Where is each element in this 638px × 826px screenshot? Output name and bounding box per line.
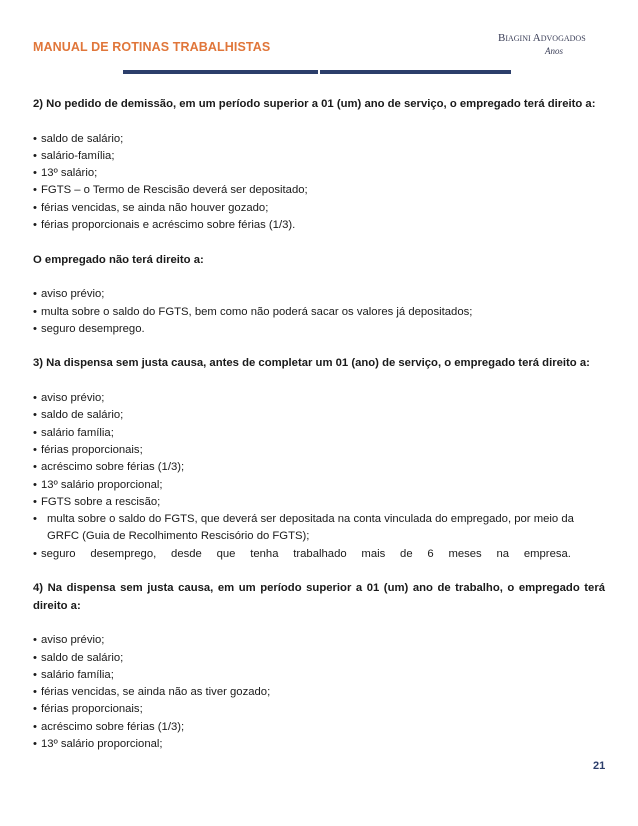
section-3-extra-list: [33, 511, 605, 563]
list-item-text: acréscimo sobre férias (1/3);: [41, 461, 185, 474]
word: tenha: [250, 547, 279, 560]
document-header-title: MANUAL DE ROTINAS TRABALHISTAS: [33, 40, 271, 54]
list-item-text: saldo de salário;: [41, 409, 124, 422]
list-item-text: aviso prévio;: [41, 392, 105, 405]
bullet-icon: •: [33, 149, 37, 162]
list-item: [33, 701, 605, 718]
bullet-icon: •: [33, 651, 37, 664]
bullet-icon: •: [33, 720, 37, 733]
word: trabalhado: [293, 547, 347, 560]
list-item: [33, 200, 605, 217]
bullet-icon: •: [33, 443, 37, 456]
section-2-not-entitled-heading: O empregado não terá direito a:: [33, 253, 204, 266]
document-body: [33, 96, 605, 753]
word: meses: [448, 547, 482, 560]
company-logo: [498, 30, 618, 60]
section-2-heading: 2) No pedido de demissão, em um período superior a 01 (um) ano de serviço, o empregado terá direito a:: [33, 98, 596, 110]
list-item: [33, 131, 605, 148]
list-item: [33, 511, 605, 546]
bullet-icon: •: [33, 426, 37, 439]
list-item: [33, 407, 605, 424]
list-item: [33, 442, 605, 459]
bullet-icon: •: [33, 167, 37, 180]
bullet-icon: •: [33, 461, 37, 474]
list-item-text: multa sobre o saldo do FGTS, bem como não poderá sacar os valores já depositados;: [41, 305, 473, 318]
list-item-text: 13º salário;: [41, 167, 98, 180]
list-item: [33, 736, 605, 753]
list-item: [33, 477, 605, 494]
bullet-icon: •: [33, 201, 37, 214]
list-item: [33, 632, 605, 649]
word: de: [400, 547, 413, 560]
header-rule-left: [123, 70, 318, 74]
word: desemprego,: [90, 547, 157, 560]
section-4-heading: 4) Na dispensa sem justa causa, em um período superior a 01 (um) ano de trabalho, o empregado terá direito a:: [33, 582, 605, 612]
list-item: [33, 459, 605, 476]
list-item: [33, 390, 605, 407]
section-2-not-entitled-list: [33, 286, 605, 338]
bullet-icon: •: [33, 478, 37, 491]
list-item-text: 13º salário proporcional;: [41, 478, 163, 491]
bullet-icon: •: [33, 634, 37, 647]
list-item: [33, 148, 605, 165]
list-item: [33, 182, 605, 199]
header-rule-right: [320, 70, 511, 74]
list-item: [33, 304, 605, 321]
list-item-text: salário-família;: [41, 149, 115, 162]
logo-main-text: Biagini Advogados: [498, 32, 586, 44]
bullet-icon: •: [33, 132, 37, 145]
word: empresa.: [523, 547, 571, 560]
bullet-icon: •: [33, 668, 37, 681]
bullet-icon: •: [33, 219, 37, 232]
list-item-text: férias proporcionais;: [41, 703, 143, 716]
bullet-icon: •: [33, 686, 37, 699]
word: desde: [171, 547, 202, 560]
list-item: [33, 719, 605, 736]
word: na: [496, 547, 510, 560]
list-item-text: acréscimo sobre férias (1/3);: [41, 720, 185, 733]
section-2-rights-list: [33, 131, 605, 235]
list-item: [33, 217, 605, 234]
list-item: [33, 684, 605, 701]
list-item: [33, 494, 605, 511]
list-item-text: aviso prévio;: [41, 634, 105, 647]
list-item-text: saldo de salário;: [41, 132, 124, 145]
list-item-text: férias proporcionais;: [41, 443, 143, 456]
list-item: [33, 286, 605, 303]
list-item: [33, 650, 605, 667]
list-item-text: férias proporcionais e acréscimo sobre férias (1/3).: [41, 219, 296, 232]
section-3-rights-list: [33, 390, 605, 511]
logo-sub-text: [544, 46, 563, 56]
list-item-text: férias vencidas, se ainda não houver gozado;: [41, 201, 269, 214]
bullet-icon: •: [33, 184, 37, 197]
page-number: 21: [593, 760, 606, 772]
list-item-text: salário família;: [41, 668, 114, 681]
section-4-rights-list: [33, 632, 605, 753]
list-item-text: multa sobre o saldo do FGTS, que deverá ser depositada na conta vinculada do empregado, por meio da GRFC (Guia de Recolhimento Rescisório do FGTS);: [47, 513, 574, 543]
list-item: [33, 321, 605, 338]
word: que: [216, 547, 236, 560]
logo-years-label: Anos: [545, 46, 563, 56]
bullet-icon: •: [33, 547, 37, 560]
bullet-icon: •: [33, 495, 37, 508]
list-item-text: saldo de salário;: [41, 651, 124, 664]
bullet-icon: •: [33, 513, 37, 526]
list-item-text: aviso prévio;: [41, 288, 105, 301]
bullet-icon: •: [33, 737, 37, 750]
section-3-heading: 3) Na dispensa sem justa causa, antes de completar um 01 (ano) de serviço, o empregado terá direito a:: [33, 357, 590, 370]
list-item-text: FGTS sobre a rescisão;: [41, 495, 161, 508]
list-item: [33, 546, 605, 563]
list-item-text: férias vencidas, se ainda não as tiver gozado;: [41, 686, 271, 699]
word: 6: [427, 547, 434, 560]
list-item-text: [41, 546, 605, 563]
word: mais: [361, 547, 386, 560]
list-item-text: seguro desemprego.: [41, 322, 145, 335]
bullet-icon: •: [33, 322, 37, 335]
bullet-icon: •: [33, 288, 37, 301]
bullet-icon: •: [33, 703, 37, 716]
list-item: [33, 165, 605, 182]
list-item-text: FGTS – o Termo de Rescisão deverá ser depositado;: [41, 184, 308, 197]
list-item: [33, 667, 605, 684]
list-item: [33, 425, 605, 442]
list-item-text: 13º salário proporcional;: [41, 737, 163, 750]
bullet-icon: •: [33, 392, 37, 405]
word: seguro: [41, 547, 76, 560]
list-item-text: salário família;: [41, 426, 114, 439]
bullet-icon: •: [33, 305, 37, 318]
bullet-icon: •: [33, 409, 37, 422]
